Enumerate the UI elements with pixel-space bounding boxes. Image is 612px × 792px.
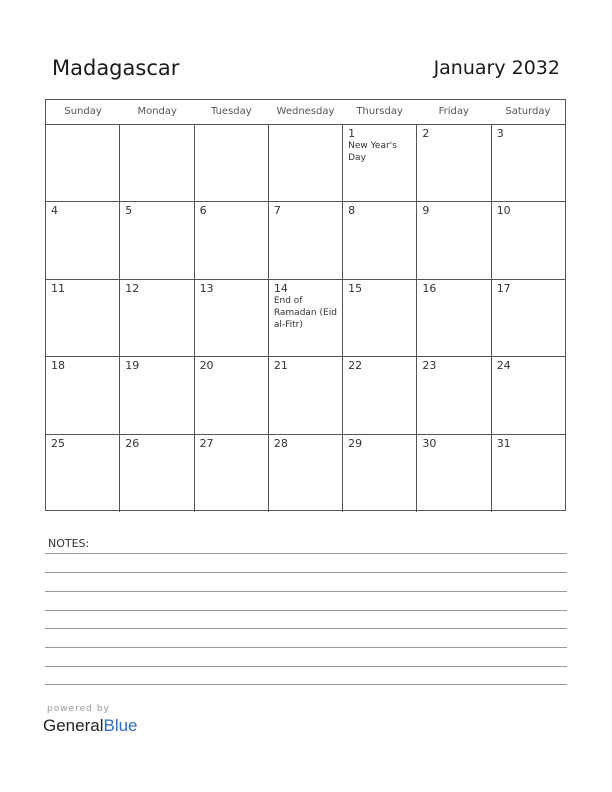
day-cell <box>417 435 491 512</box>
country-title: Madagascar <box>52 56 180 80</box>
day-number: 2 <box>422 127 430 140</box>
day-number: 29 <box>348 436 363 450</box>
day-number: 1 <box>348 127 356 140</box>
day-number: 3 <box>496 127 504 140</box>
weeks-container <box>46 125 565 512</box>
day-cell <box>46 280 120 356</box>
logo-blue: Blue <box>103 716 138 735</box>
day-number: 22 <box>348 359 363 373</box>
day-cell <box>269 357 343 433</box>
day-number: 16 <box>422 281 437 295</box>
day-number: 12 <box>125 281 140 295</box>
notes-line <box>45 684 567 685</box>
day-cell <box>343 125 417 201</box>
day-cell <box>269 435 343 512</box>
weekday-friday: Friday <box>438 106 469 117</box>
calendar-grid <box>45 99 566 511</box>
weekday-sunday: Sunday <box>64 106 102 117</box>
day-number: 30 <box>422 436 437 450</box>
day-number: 26 <box>125 436 140 450</box>
day-number: 8 <box>348 204 356 218</box>
holiday-label: New Year's Day <box>348 141 397 163</box>
notes-line <box>45 572 567 573</box>
day-cell <box>195 125 269 201</box>
day-number: 28 <box>273 436 288 450</box>
day-cell <box>120 125 194 201</box>
day-number: 21 <box>273 359 288 373</box>
powered-by-text: powered by <box>47 704 110 714</box>
day-cell <box>417 280 491 356</box>
day-number: 10 <box>496 204 511 218</box>
week-row <box>46 435 565 512</box>
day-cell <box>120 357 194 433</box>
day-number: 9 <box>422 204 430 218</box>
weekday-tuesday: Tuesday <box>211 106 252 117</box>
weekday-saturday: Saturday <box>505 106 551 117</box>
week-row <box>46 280 565 357</box>
day-number: 24 <box>496 359 511 373</box>
day-cell <box>120 280 194 356</box>
day-cell <box>46 125 120 201</box>
notes-line <box>45 553 567 554</box>
generalblue-logo <box>43 716 138 736</box>
day-cell <box>492 435 565 512</box>
day-cell <box>492 125 565 201</box>
day-cell <box>46 202 120 278</box>
day-cell <box>195 202 269 278</box>
weekday-thursday: Thursday <box>356 106 403 117</box>
weekday-monday: Monday <box>137 106 177 117</box>
day-number: 27 <box>199 436 214 450</box>
weekday-header <box>46 100 565 125</box>
weekday-wednesday: Wednesday <box>276 106 335 117</box>
day-number: 19 <box>125 359 140 373</box>
day-cell <box>269 202 343 278</box>
day-cell <box>120 435 194 512</box>
day-number: 4 <box>51 204 58 218</box>
day-cell <box>492 280 565 356</box>
notes-line <box>45 628 567 629</box>
week-row <box>46 125 565 202</box>
day-number: 23 <box>422 359 437 373</box>
day-cell <box>492 357 565 433</box>
day-number: 20 <box>199 359 214 373</box>
day-cell <box>343 435 417 512</box>
day-cell <box>417 357 491 433</box>
notes-line <box>45 591 567 592</box>
day-cell <box>343 280 417 356</box>
day-cell <box>492 202 565 278</box>
day-number: 25 <box>51 436 65 450</box>
notes-line <box>45 610 567 611</box>
day-number: 31 <box>496 436 511 450</box>
notes-line <box>45 647 567 648</box>
day-number: 7 <box>273 204 281 218</box>
day-cell <box>120 202 194 278</box>
day-number: 17 <box>496 281 511 295</box>
notes-label: NOTES: <box>48 537 90 550</box>
day-number: 5 <box>125 204 133 218</box>
month-title: January 2032 <box>433 57 560 79</box>
day-number: 14 <box>273 281 288 295</box>
week-row <box>46 357 565 434</box>
logo-general: General <box>43 716 104 735</box>
holiday-label: End of Ramadan (Eid al-Fitr) <box>273 295 337 330</box>
week-row <box>46 202 565 279</box>
day-number: 13 <box>199 281 214 295</box>
day-number: 6 <box>199 204 207 218</box>
day-cell <box>46 435 120 512</box>
day-cell <box>269 280 343 356</box>
day-number: 15 <box>348 281 363 295</box>
day-cell <box>417 202 491 278</box>
day-cell <box>343 357 417 433</box>
day-cell <box>343 202 417 278</box>
day-cell <box>269 125 343 201</box>
day-number: 11 <box>51 281 65 295</box>
day-cell <box>417 125 491 201</box>
notes-line <box>45 666 567 667</box>
day-cell <box>195 357 269 433</box>
day-number: 18 <box>51 359 65 373</box>
day-cell <box>195 435 269 512</box>
day-cell <box>195 280 269 356</box>
day-cell <box>46 357 120 433</box>
